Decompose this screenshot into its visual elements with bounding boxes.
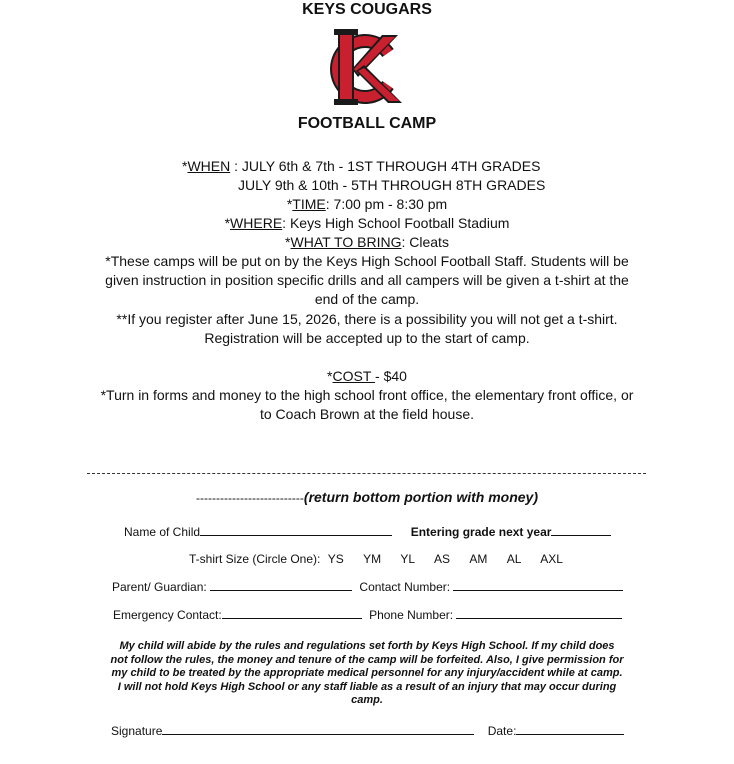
grade-label: Entering grade next year xyxy=(410,525,552,539)
return-dashes: --------------------------- xyxy=(196,491,304,505)
phone-label: Phone Number: xyxy=(369,608,457,622)
parent-field[interactable] xyxy=(210,579,352,591)
contact-label: Contact Number: xyxy=(359,580,454,594)
time-label: TIME xyxy=(292,196,326,212)
legal-line: my child to be treated by the appropriate medical personnel for any injury/accident while at camp. xyxy=(111,667,623,679)
kc-logo-icon xyxy=(326,27,406,107)
signature-field[interactable] xyxy=(162,723,474,735)
tshirt-option-axl[interactable]: AXL xyxy=(540,552,563,566)
cut-line xyxy=(87,473,646,474)
tshirt-option-as[interactable]: AS xyxy=(433,552,450,566)
legal-statement xyxy=(0,640,734,708)
emergency-row xyxy=(113,607,622,622)
date-field[interactable] xyxy=(516,723,624,735)
paragraph-turn-in xyxy=(0,386,734,424)
when-label: WHEN xyxy=(187,158,231,174)
legal-line: I will not hold Keys High School or any staff liable as a result of an injury that may occur during xyxy=(117,680,617,693)
phone-field[interactable] xyxy=(456,607,622,619)
paragraph-staff xyxy=(0,252,734,309)
parent-row xyxy=(112,579,623,594)
name-row xyxy=(124,524,611,539)
legal-line: not follow the rules, the money and tenure of the camp will be forfeited. Also, I give permission for xyxy=(110,653,624,666)
bring-line xyxy=(0,233,734,252)
tshirt-label: T-shirt Size (Circle One): xyxy=(189,552,321,566)
school-name: KEYS COUGARS xyxy=(302,1,432,18)
signature-label: Signature xyxy=(111,724,163,738)
emergency-field[interactable] xyxy=(222,607,362,619)
time-prefix: * xyxy=(286,196,293,212)
grade-field[interactable] xyxy=(551,524,611,536)
tshirt-option-ys[interactable]: YS xyxy=(327,552,344,566)
time-line xyxy=(0,195,734,214)
paragraph-staff-line: *These camps will be put on by the Keys High School Football Staff. Students will be xyxy=(105,253,629,269)
signature-row xyxy=(111,723,624,738)
kc-logo xyxy=(326,27,406,107)
when-prefix: * xyxy=(182,158,188,174)
where-line xyxy=(0,214,734,233)
paragraph-registration xyxy=(0,310,734,348)
contact-field[interactable] xyxy=(453,579,623,591)
tshirt-option-yl[interactable]: YL xyxy=(400,552,415,566)
tshirt-option-ym[interactable]: YM xyxy=(363,552,382,566)
bring-prefix: * xyxy=(285,234,291,250)
cost-prefix: * xyxy=(327,368,333,384)
paragraph-registration-line: Registration will be accepted up to the start of camp. xyxy=(204,330,530,346)
legal-line: camp. xyxy=(351,694,383,706)
tshirt-option-am[interactable]: AM xyxy=(469,552,488,566)
where-prefix: * xyxy=(224,215,231,231)
paragraph-turn-in-line: *Turn in forms and money to the high school front office, the elementary front office, or xyxy=(100,387,634,403)
where-label: WHERE xyxy=(230,215,283,231)
child-name-field[interactable] xyxy=(200,524,392,536)
name-label: Name of Child xyxy=(124,525,201,539)
return-line xyxy=(0,489,734,505)
when-value-1: : JULY 6th & 7th - 1ST THROUGH 4TH GRADES xyxy=(230,158,541,174)
cost-label: COST xyxy=(332,368,376,384)
return-label: (return bottom portion with money) xyxy=(303,489,538,505)
paragraph-registration-line: **If you register after June 15, 2026, there is a possibility you will not get a t-shirt. xyxy=(116,311,618,327)
when-line-1 xyxy=(182,157,540,176)
paragraph-staff-line: end of the camp. xyxy=(314,291,420,307)
parent-label: Parent/ Guardian: xyxy=(112,580,211,594)
camp-title: FOOTBALL CAMP xyxy=(297,115,437,132)
cost-line xyxy=(0,367,734,386)
cost-value: - $40 xyxy=(375,368,407,384)
bring-label: WHAT TO BRING xyxy=(290,234,402,250)
paragraph-turn-in-line: to Coach Brown at the field house. xyxy=(259,406,475,422)
where-value: : Keys High School Football Stadium xyxy=(282,215,510,231)
tshirt-option-al[interactable]: AL xyxy=(506,552,521,566)
when-line-2: JULY 9th & 10th - 5TH THROUGH 8TH GRADES xyxy=(238,177,546,193)
tshirt-row xyxy=(189,552,563,566)
date-label: Date: xyxy=(487,724,517,738)
bring-value: : Cleats xyxy=(401,234,449,250)
emergency-label: Emergency Contact: xyxy=(113,608,222,622)
time-value: : 7:00 pm - 8:30 pm xyxy=(325,196,448,212)
paragraph-staff-line: given instruction in position specific drills and all campers will be given a t-shirt at the xyxy=(105,272,629,288)
legal-line: My child will abide by the rules and regulations set forth by Keys High School. If my child does xyxy=(119,640,615,652)
